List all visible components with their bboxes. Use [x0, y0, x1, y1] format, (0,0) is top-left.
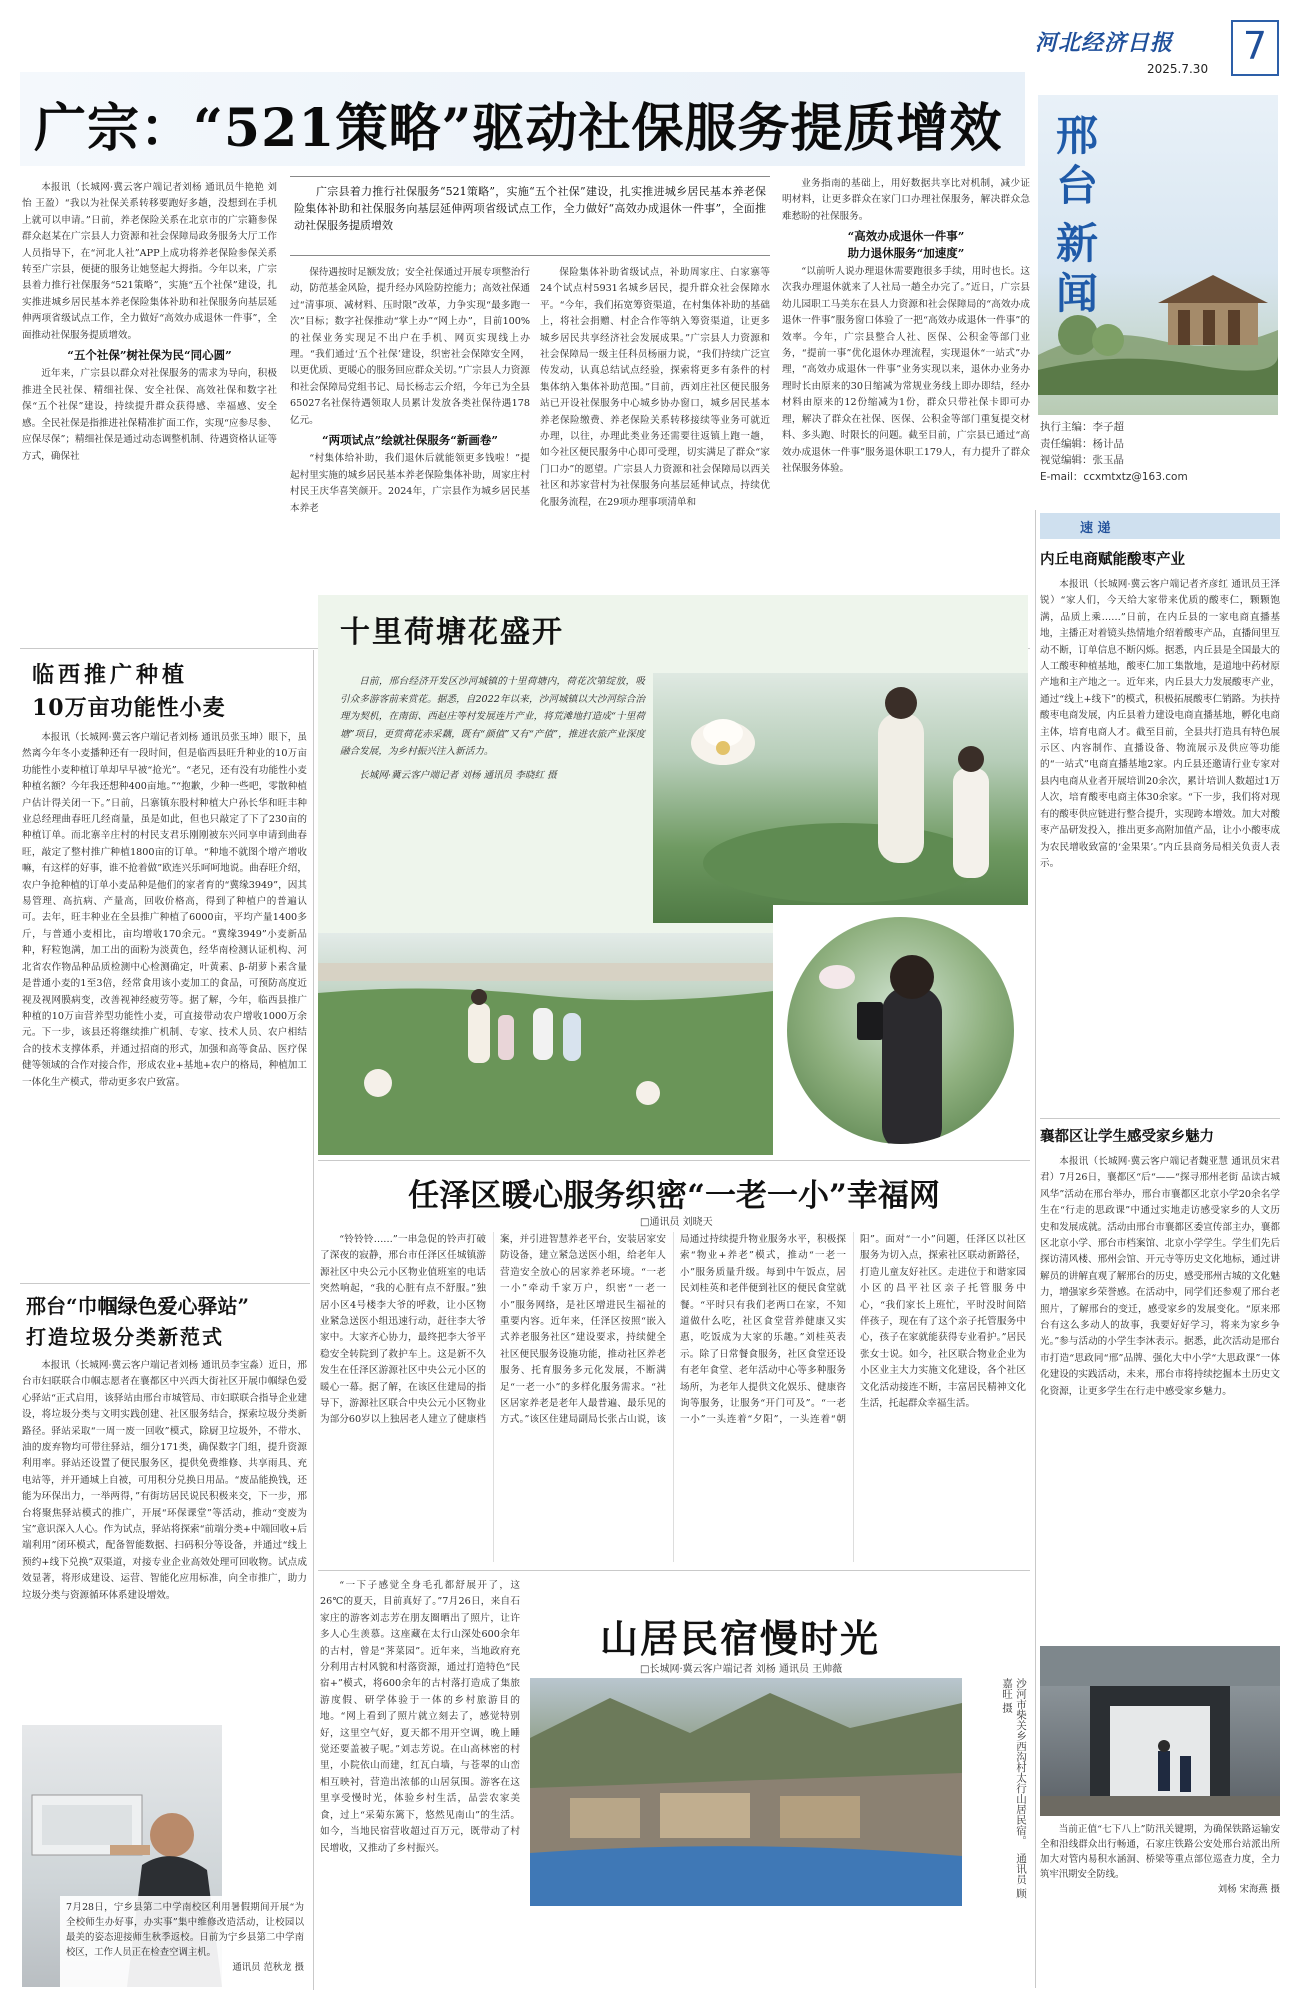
lead-subhead-3a: “高效办成退休一件事” — [847, 229, 965, 244]
linxi-headline-2: 10万亩功能性小麦 — [32, 695, 226, 721]
lead-col-2 — [290, 265, 530, 637]
lotus-credit: 长城网·冀云客户端记者 刘杨 通讯员 李晓红 摄 — [359, 769, 557, 781]
neiqiu-body: 本报讯（长城网·冀云客户端记者齐彦红 通讯员王泽锐）“家人们，今天给大家带来优质的酸枣仁，颗颗饱满，品质上乘……”日前，在内丘县的一家电商直播基地，主播正对着镜头热情地介绍着酸枣产品，直播间里互动不断，订单信息不断闪烁。据悉，内丘县是全国最大的人工酸枣种植基地，酸枣仁加工集散地，是道地中药材原产地和主产地之一。近年来，内丘县大力发展酸枣产业，通过“线上+线下”的模式，积极拓展酸枣仁销路。为扶持酸枣电商发展，内丘县着力建设电商直播基地，孵化电商主体，培育电商人才。截至目前，全县共打造具有特色展示区、内容制作、直播设备、物流展示及供应等功能的“一站式”电商直播基地2家。内丘县还邀请行业专家对县内电商从业者开展培训20余次，累计培训人数超过1万人次，培育酸枣电商主体30余家。“下一步，我们将对现有的酸枣供应链进行整合提升，实现跨本增效。加大对酸枣产品研发投入，推出更多高附加值产品，让小小酸枣成为农民增收致富的‘金果果’。”内丘县商务局相关负责人表示。 — [1040, 579, 1280, 869]
station-headline-2: 打造垃圾分类新范式 — [26, 1325, 224, 1349]
xiangdu-body: 本报讯（长城网·冀云客户端记者魏亚慧 通讯员宋君君）7月26日，襄都区“后“——“探寻邢州老街 品读古城风华”活动在邢台举办，邢台市襄都区北京小学20余名学生在“行走的思政课”中通过实地走访感受家乡的人文历史和发展成就。活动由邢台市襄都区委宣传部主办，襄都区北京小学、邢台市档案馆、北京小学学生。学生们先后探访清风楼、邢州会馆、开元寺等历史文化地标，通过讲解员的讲解直观了解邢台的历史，感受邢州古城的文化魅力，增强家乡荣誉感。在活动中，同学们还参观了邢台老照片，了解邢台的变迁，感受家乡的发展变化。“原来邢台有这么多动人的故事，我要好好学习，将来为家乡争光。”参与活动的小学生李沐表示。据悉，此次活动是邢台市打造“思政同“邢”品牌、强化大中小学“大思政课”一体化建设的实践活动，未来，邢台市将持续挖掘本土历史文化资源，让更多学生在行走中感受家乡魅力。 — [1040, 1156, 1280, 1397]
tunnel-caption — [1040, 1822, 1280, 1990]
renze-body-text: “铃铃铃……”一串急促的铃声打破了深夜的寂静，邢台市任泽区任城镇游源社区中央公元小区物业值班室的电话突然响起，“我的心脏有点不舒服。”独居小区4号楼李大爷的呼救，让小区物业紧急送医小组迅速行动，赶往李大爷家中。大家齐心协力，最终把李大爷平稳安全转院到了救护车上。这是新不久发生在任泽区游源社区中央公元小区的暖心一幕。据了解，在该区住建局的指导下，游源社区联合中央公元小区物业为部分60岁以上独居老人建立了健康档案，并引进智慧养老平台，安装居家安防设备，建立紧急送医小组，给老年人营造安全放心的居家养老环境。“一老一小”牵动千家万户，织密“一老一小”服务网络，是社区增进民生福祉的重要内容。近年来，任泽区按照“嵌入式养老服务社区”建设要求，持续健全社区便民服务设施功能，推动社区养老服务、托育服务多元化发展，不断满足“一老一小”的多样化服务需求。“社区居家养老是老年人最普遍、最乐见的方式。”该区住建局副局长张占山说，该局通过持续提升物业服务水平，积极探索“物业+养老”模式，推动“一老一小”服务质量升级。每到中午饭点，居民刘桂英和老伴便到社区的便民食堂就餐。“平时只有我们老两口在家，不知道做什么吃，社区食堂营养健康又实惠，吃饭成为大家的乐趣。”刘桂英表示。除了日常餐食服务，社区食堂还设有老年食堂、老年活动中心等多种服务场所，为老年人提供文化娱乐、健康咨询等服务，让服务“开门可及”。“一老一小”一头连着“夕阳”，一头连着“朝阳”。面对“一小”问题，任泽区以社区服务为切入点，探索社区联动新路径，打造儿童友好社区。走进位于和谐家园小区的昌平社区亲子托管服务中心，“我们家长上班忙，平时没时间陪伴孩子，现在有了这个亲子托管服务中心，孩子在家就能获得专业看护。”居民张女士说。如今，社区联合物业企业为小区业主大力实施文化建设，各个社区文化活动接连不断，丰富居民精神文化生活，托起群众幸福生活。 — [320, 1234, 1026, 1426]
lead-col-1b-text: 近年来，广宗县以群众对社保服务的需求为导向，积极推进全民社保、精细社保、安全社保、高效社保和数字社保“五个社保”建设，持续提升群众获得感、幸福感、安全感。全民社保是指推进社保精准扩面工作，实现“应参尽参、应保尽保”；精细社保是通过动态调整机制、待遇资格认证等方式，确保社 — [22, 368, 277, 462]
lead-col-3-text: 保险集体补助省级试点，补助周家庄、白家寨等24个试点村5931名城乡居民，提升群众社会保障水平。“今年，我们拓宽筹资渠道，在村集体补助的基础上，将社会捐赠、村企合作等纳入筹资渠道，让更多城乡居民共享经济社会发展成果。”广宗县人力资源和社会保障局一级主任科员杨丽力说，“我们持续广泛宣传发动，认真总结试点经验，探索将更多有条件的村集体纳入集体补助范围。”目前，西刘庄社区便民服务站已开设社保服务中心城乡协办窗口，城乡居民基本养老保险缴费、养老保险关系转移接续等业务可就近办理，以往，办理此类业务还需要往返镇上跑一趟，如今社区便民服务中心即可受理，切实满足了群众“家门口办”的愿望。广宗县人力资源和社会保障局以西关社区和苏家营村为社保服务向基层延伸试点，持续优化服务流程，在29项办理事项清单和 — [540, 267, 770, 508]
masthead — [1035, 20, 1280, 85]
ac-repair-caption — [60, 1896, 310, 1988]
renze-byline: □通讯员 刘晓天 — [640, 1217, 713, 1228]
story-neiqiu — [1040, 548, 1280, 1108]
masthead-logo: 河北经济日报 — [1035, 30, 1174, 56]
lotus-caption — [340, 673, 645, 917]
shanju-body-text: “一下子感觉全身毛孔都舒展开了，这26℃的夏天，目前真好了。”7月26日，来自石家庄的游客刘志芳在朋友圈晒出了照片，让许多人心生羡慕。这座藏在太行山深处600余年的古村，曾是“荠菜园”。近年来，当地政府充分利用古村风貌和村落资源，通过打造特色“民宿+”模式，将600余年的古村落打造成了集旅游度假、研学体验于一体的乡村旅游目的地。“网上看到了照片就立刻去了，感觉特别好，这里空气好，夏天都不用开空调，晚上睡觉还要盖被子呢。”刘志芳说。在山高林密的村里，小院依山而建，红瓦白墙，与苍翠的山峦相互映衬，营造出浓郁的山居氛围。游客在这里享受慢时光，体验乡村生活，品尝农家美食，过上“采菊东篱下，悠然见南山”的生活。如今，当地民宿营收超过百万元，既带动了村民增收，又推动了乡村振兴。 — [320, 1580, 520, 1854]
divider-left-1 — [20, 1283, 310, 1284]
page-number: 7 — [1242, 24, 1268, 68]
section-title-char-2: 台 — [1056, 161, 1099, 210]
email: E-mail：ccxmtxtz@163.com — [1040, 470, 1188, 483]
shanju-credit — [966, 1678, 1028, 1906]
neiqiu-headline: 内丘电商赋能酸枣产业 — [1040, 551, 1185, 568]
lead-col-1-text: 本报讯（长城网·冀云客户端记者刘杨 通讯员牛艳艳 刘怡 王盈）“我以为社保关系转移要跑好多趟，没想到在手机上就可以申请。”日前，养老保险关系在北京市的广宗籍参保群众赵某在广宗县人力资源和社会保障局政务服务大厅工作人员指导下，在“河北人社”APP上成功将养老保险参保关系转至广宗县，便捷的服务让她竖起大拇指。今年以来，广宗县着力推行社保服务“521策略”，实施“五个社保”建设，扎实推进城乡居民基本养老保险集体补助和社保服务向基层延伸两项省级试点工作，全力做好“高效办成退休一件事”，全面推动社保服务提质增效。 — [22, 182, 277, 341]
section-title-char-1: 邢 — [1056, 111, 1099, 160]
renze-body — [320, 1232, 1026, 1562]
editor: 执行主编：李子超 — [1040, 421, 1124, 433]
divider-sidebar — [1035, 510, 1036, 1988]
express-label-text: 速 递 — [1080, 521, 1111, 536]
lead-col-4a-text: 业务指南的基础上，用好数据共享比对机制，减少证明材料，让更多群众在家门口办理社保服务，解决群众急难愁盼的社保服务。 — [782, 178, 1030, 222]
shanju-credit-text: 沙河市柴关乡西沟村太行山居民宿。 — [1015, 1678, 1027, 1846]
lead-intro-box — [290, 176, 770, 256]
shanju-credit-photographer: 通讯员 顾嘉旺 摄 — [1001, 1678, 1027, 1899]
lotus-photo-group — [318, 933, 773, 1155]
lead-col-2-text: 保待遇按时足额发放；安全社保通过开展专项整治行动，防范基金风险，提升经办风险防控能力；高效社保通过“清事项、减材料、压时限”改革，力争实现“最多跑一次”目标；数字社保推动“掌上办”“网上办”，目前100%的社保业务实现足不出户在手机、网页实现线上办理。“我们通过‘五个社保’建设，织密社会保障安全网，以更优质、更暖心的服务回应群众关切。”广宗县人力资源和社会保障局党组书记、局长杨志云介绍，今年已为全县65027名社保待遇领取人员累计发放各类社保待遇178亿元。 — [290, 267, 530, 426]
story-linxi — [22, 658, 307, 1273]
lotus-photo-circle — [773, 905, 1028, 1155]
section-title-char-4: 闻 — [1056, 269, 1099, 318]
divider-renze-bottom — [318, 1570, 1030, 1571]
tunnel-credit: 刘杨 宋海燕 摄 — [1217, 1884, 1280, 1895]
renze-headline: 任泽区暖心服务织密“一老一小”幸福网 — [408, 1178, 940, 1214]
lead-col-2b-text: “村集体给补助，我们退休后就能领更多钱啦！”提起村里实施的城乡居民基本养老保险集体补助，周家庄村村民王庆华喜笑颜开。2024年，广宗县作为城乡居民基本养老 — [290, 453, 530, 514]
express-label — [1040, 513, 1280, 539]
story-xiangdu — [1040, 1125, 1280, 1640]
lotus-feature — [318, 595, 1028, 1155]
linxi-body: 本报讯（长城网·冀云客户端记者刘杨 通讯员张玉坤）眼下，虽然离今年冬小麦播种还有一段时间，但是临西县旺升种业的10万亩功能性小麦种植订单却早早被“抢光”。“老兄，还有没有功能性小麦种植名额？今年我还想种400亩地。”“抱歉，少种一些吧，零散种植户估计得关闭一下。”日前，吕寨镇东股村种植大户孙长华和旺丰种业总经理曲春旺几经商量，虽是如此，但也只敲定了下了230亩的种植订单。而北寨辛庄村的村民支君乐刚刚被东兴同享申请到曲春旺，敲定了整村推广种植1800亩的订单。“种地不就图个增产增收嘛，有这样的好事，谁不抢着做”欧连兴乐呵呵地说。曲春旺介绍，农户争抢种植的订单小麦品种是他们的家者育的“冀缘3949”，因其易管理、高抗病、产量高，回收价格高，得到了种植户的普遍认可。去年，旺丰种业在全县推广种植了6000亩，平均产量1400多斤，与普通小麦相比，亩均增收170余元。“冀缘3949”小麦新品种，籽粒饱满，加工出的面粉为淡黄色，经华南检测认证机构、河北省农作物品种品质检测中心检测确定，叶黄素、β-胡萝卜素含量是普通小麦的1至3倍，经常食用该小麦加工的食品，可预防高度近视及视网膜病变，改善视神经疲劳等。据了解，今年，临西县推广种植的10万亩营养型功能性小麦，可直接带动农户增收1000万余元。下一步，该县还将继续推广机制、专家、技术人员、农户相结合的技术支撑体系，并通过招商的形式，加强和高等食品、医疗保健等领域的合作对接合作，形成农业+基地+农户的格局，种植加工一体化生产模式，带动更多农户致富。 — [22, 732, 307, 1088]
station-headline-1: 邢台“巾帼绿色爱心驿站” — [26, 1294, 250, 1318]
lead-intro: 广宗县着力推行社保服务“521策略”，实施“五个社保”建设，扎实推进城乡居民基本养老保险集体补助和社保服务向基层延伸两项省级试点工作，全力做好“高效办成退休一件事”，全面推动社保服务提质增效 — [294, 185, 766, 232]
lead-subhead-3b: 助力退休服务“加速度” — [847, 245, 965, 260]
lead-headline-bar — [20, 72, 1025, 166]
ac-repair-credit: 通讯员 范秋龙 摄 — [232, 1962, 304, 1973]
lotus-photo-main — [653, 673, 1028, 923]
shanju-byline: □长城网·冀云客户端记者 刘杨 通讯员 王帅薇 — [640, 1664, 843, 1675]
section-banner — [1038, 95, 1278, 415]
section-title-char-3: 新 — [1056, 219, 1099, 268]
ac-repair-caption-text: 7月28日，宁乡县第二中学南校区利用暑假期间开展“为全校师生办好事，办实事”集中维修改造活动，让校园以最美的姿态迎接师生秋季返校。日前为宁乡县第二中学南校区，工作人员正在检查空调主机。 — [66, 1902, 304, 1958]
xiangdu-headline: 襄都区让学生感受家乡魅力 — [1040, 1128, 1214, 1145]
divider-right-1 — [1040, 1118, 1280, 1119]
editor-credits — [1040, 419, 1280, 501]
divider-lotus-bottom — [318, 1160, 1030, 1161]
lead-headline: 广宗：“521策略”驱动社保服务提质增效 — [34, 98, 1003, 159]
lead-col-3 — [540, 265, 770, 637]
tunnel-photo — [1040, 1646, 1280, 1816]
lead-subhead-2: “两项试点”绘就社保服务“新画卷” — [322, 433, 498, 448]
linxi-headline-1: 临西推广种植 — [32, 662, 189, 688]
shanju-photo — [530, 1678, 962, 1906]
responsible-editor: 责任编辑：杨计品 — [1040, 437, 1124, 450]
story-station — [22, 1290, 307, 1720]
lotus-title: 十里荷塘花盛开 — [340, 615, 564, 650]
lead-col-4b-text: “以前听人说办理退休需要跑很多手续，用时也长。这次我办理退休就来了人社局一趟全办完了。”近日，广宗县幼儿园职工马美东在县人力资源和社会保障局的“高效办成退休一件事”服务窗口体验了一把“高效办成退休一件事”的效率。今年，广宗县整合人社、医保、公积金等部门业务，“提前一事”优化退休办理流程，实现退休“一站式”办理，“高效办成退休一件事”业务实现以来，退休办业务办理时长由原来的30日缩减为常规业务线上即办即结，经办材料由原来的12份缩减为1份，群众只带社保卡即可办理，解决了群众在社保、医保、公积金等部门重复提交材料、多头跑、时限长的问题。截至目前，广宗县已通过“高效办成退休一件事”服务退休职工179人，有力提升了群众社保服务体验。 — [782, 266, 1030, 474]
shanju-headline: 山居民宿慢时光 — [600, 1616, 881, 1661]
masthead-date: 2025.7.30 — [1147, 62, 1209, 76]
lead-col-1 — [22, 180, 277, 635]
visual-editor: 视觉编辑：张玉晶 — [1040, 454, 1124, 466]
tunnel-caption-text: 当前正值“七下八上”防汛关键期，为确保铁路运输安全和沿线群众出行畅通，石家庄铁路公安处邢台站派出所加大对管内易积水涵洞、桥梁等重点部位巡查力度，全力筑牢汛期安全防线。 — [1040, 1824, 1280, 1880]
lead-col-4 — [782, 176, 1030, 638]
shanju-col-1 — [320, 1578, 520, 1988]
station-body: 本报讯（长城网·冀云客户端记者刘杨 通讯员李宝淼）近日，邢台市妇联联合巾帼志愿者在襄都区中兴西大街社区开展巾帼绿色爱心驿站“正式启用，该驿站由邢台市城管局、市妇联联合指导企业建设，将垃圾分类与文明实践创建、社区服务结合，探索垃圾分类新路径。驿站采取“一周一废一回收”模式，除厨卫垃圾外，不带水、油的废弃物均可带往驿站，细分171类，确保数字门组，提升资源利用率。驿站还设置了便民服务区，提供免费维修、共享雨具、充电站等，并开通城上自被，可用积分兑换日用品。“废品能换钱，还能为环保出力，一举两得，”有街坊居民说民积极来交，下一步，邢台将聚焦驿站模式的推广，开展“环保课堂”等活动，推动“变废为宝”意识深入人心。作为试点，驿站将探索“前端分类+中端回收+后端利用”闭环模式，配备智能数据、扫码积分等设备，并通过“线上预约+线下兑换”双渠道，对接专业企业高效处理可回收物。试点成效显著，将形成建设、运营、智能化应用标准，向全市推广，助力垃圾分类与资源循环体系建设增效。 — [22, 1360, 307, 1601]
lead-subhead-1: “五个社保”树社保为民“同心圆” — [67, 348, 232, 363]
lotus-caption-text: 日前，邢台经济开发区沙河城镇的十里荷塘内，荷花次第绽放，吸引众多游客前来赏花。据悉，自2022年以来，沙河城镇以大沙河综合治理为契机，在南街、西赵庄等村发展连片产业，将荒滩地打造成“十里荷塘”项目，更赏荷花赤采藕，既有“颜值”又有“产值”，推进农旅产业深度融合发展，为乡村振兴注入新活力。 — [340, 676, 645, 758]
divider-left-col — [313, 650, 314, 1990]
